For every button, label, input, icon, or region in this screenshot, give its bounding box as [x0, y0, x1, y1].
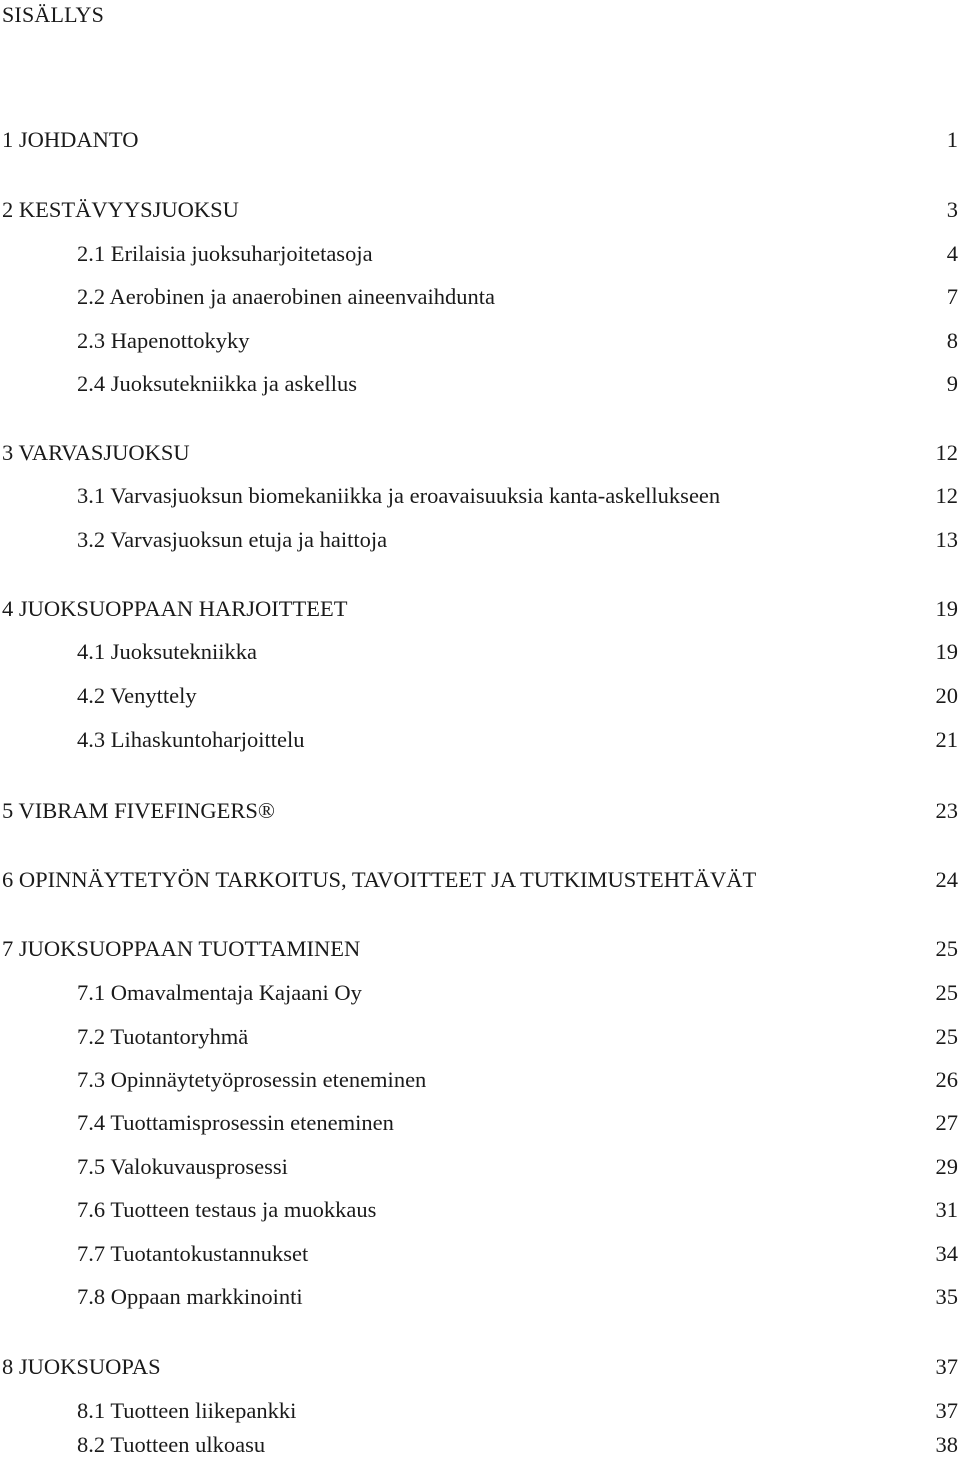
toc-entry-label: 2.2 Aerobinen ja anaerobinen aineenvaihdunta	[77, 284, 495, 309]
toc-entry-label: 7.7 Tuotantokustannukset	[77, 1241, 309, 1266]
toc-entry-page: 27	[935, 1110, 958, 1135]
toc-entry-7-5[interactable]	[0, 1153, 960, 1181]
toc-entry-label: 4 JUOKSUOPPAAN HARJOITTEET	[2, 596, 348, 621]
toc-entry-page: 3	[946, 197, 958, 222]
toc-entry-7-3[interactable]	[0, 1066, 960, 1094]
toc-entry-2-4[interactable]	[0, 370, 960, 398]
toc-entry-7-6[interactable]	[0, 1196, 960, 1224]
toc-entry-page: 24	[935, 867, 958, 892]
toc-entry-label: 2.1 Erilaisia juoksuharjoitetasoja	[77, 241, 373, 266]
toc-entry-8-1[interactable]	[0, 1397, 960, 1425]
toc-entry-4[interactable]	[0, 595, 960, 623]
toc-entry-page: 12	[935, 440, 958, 465]
toc-entry-5[interactable]	[0, 797, 960, 825]
toc-entry-page: 31	[935, 1197, 958, 1222]
toc-entry-2-1[interactable]	[0, 240, 960, 268]
toc-entry-page: 34	[935, 1241, 958, 1266]
toc-entry-label: 8.2 Tuotteen ulkoasu	[77, 1432, 266, 1457]
toc-entry-page: 29	[935, 1154, 958, 1179]
toc-entry-7[interactable]	[0, 935, 960, 963]
toc-entry-label: 7.8 Oppaan markkinointi	[77, 1284, 303, 1309]
toc-entry-page: 1	[946, 127, 958, 152]
toc-entry-7-8[interactable]	[0, 1283, 960, 1311]
toc-entry-label: 7 JUOKSUOPPAAN TUOTTAMINEN	[2, 936, 361, 961]
toc-entry-page: 4	[946, 241, 958, 266]
toc-entry-7-4[interactable]	[0, 1109, 960, 1137]
toc-entry-3-1[interactable]	[0, 482, 960, 510]
toc-entry-page: 25	[935, 980, 958, 1005]
toc-entry-label: 8 JUOKSUOPAS	[2, 1354, 161, 1379]
toc-entry-page: 37	[935, 1398, 958, 1423]
toc-entry-label: 4.1 Juoksutekniikka	[77, 639, 257, 664]
toc-entry-3-2[interactable]	[0, 526, 960, 554]
toc-entry-page: 25	[935, 936, 958, 961]
toc-entry-page: 21	[935, 727, 958, 752]
toc-entry-label: 6 OPINNÄYTETYÖN TARKOITUS, TAVOITTEET JA TUTKIMUSTEHTÄVÄT	[2, 867, 757, 892]
toc-entry-label: 8.1 Tuotteen liikepankki	[77, 1398, 297, 1423]
toc-entry-7-7[interactable]	[0, 1240, 960, 1268]
toc-entry-label: 2.3 Hapenottokyky	[77, 328, 250, 353]
toc-entry-label: 7.1 Omavalmentaja Kajaani Oy	[77, 980, 362, 1005]
toc-entry-page: 13	[935, 527, 958, 552]
toc-entry-label: 7.4 Tuottamisprosessin eteneminen	[77, 1110, 394, 1135]
toc-entry-page: 12	[935, 483, 958, 508]
toc-entry-label: 3.2 Varvasjuoksun etuja ja haittoja	[77, 527, 388, 552]
toc-entry-2-3[interactable]	[0, 327, 960, 355]
toc-title: SISÄLLYS	[2, 2, 105, 27]
toc-entry-label: 2 KESTÄVYYSJUOKSU	[2, 197, 239, 222]
toc-entry-label: 7.6 Tuotteen testaus ja muokkaus	[77, 1197, 377, 1222]
toc-entry-8-2[interactable]	[0, 1431, 960, 1459]
toc-entry-4-1[interactable]	[0, 638, 960, 666]
toc-entry-6[interactable]	[0, 866, 960, 894]
toc-entry-page: 23	[935, 798, 958, 823]
toc-entry-page: 26	[935, 1067, 958, 1092]
toc-entry-4-3[interactable]	[0, 726, 960, 754]
toc-entry-label: 7.3 Opinnäytetyöprosessin eteneminen	[77, 1067, 427, 1092]
toc-entry-label: 3 VARVASJUOKSU	[2, 440, 190, 465]
toc-entry-page: 7	[946, 284, 958, 309]
toc-entry-2-2[interactable]	[0, 283, 960, 311]
toc-entry-page: 37	[935, 1354, 958, 1379]
toc-entry-page: 20	[935, 683, 958, 708]
toc-entry-1[interactable]	[0, 126, 960, 154]
toc-entry-7-1[interactable]	[0, 979, 960, 1007]
toc-entry-label: 2.4 Juoksutekniikka ja askellus	[77, 371, 357, 396]
toc-entry-page: 38	[935, 1432, 958, 1457]
toc-entry-8[interactable]	[0, 1353, 960, 1381]
toc-entry-label: 7.5 Valokuvausprosessi	[77, 1154, 288, 1179]
toc-entry-label: 3.1 Varvasjuoksun biomekaniikka ja eroavaisuuksia kanta-askellukseen	[77, 483, 721, 508]
toc-entry-label: 5 VIBRAM FIVEFINGERS®	[2, 798, 275, 823]
toc-entry-4-2[interactable]	[0, 682, 960, 710]
toc-entry-3[interactable]	[0, 439, 960, 467]
toc-entry-page: 19	[935, 596, 958, 621]
toc-entry-7-2[interactable]	[0, 1023, 960, 1051]
toc-entry-label: 4.3 Lihaskuntoharjoittelu	[77, 727, 305, 752]
toc-entry-2[interactable]	[0, 196, 960, 224]
toc-entry-label: 7.2 Tuotantoryhmä	[77, 1024, 249, 1049]
toc-entry-page: 25	[935, 1024, 958, 1049]
toc-entry-page: 19	[935, 639, 958, 664]
toc-entry-label: 1 JOHDANTO	[2, 127, 139, 152]
toc-entry-page: 8	[946, 328, 958, 353]
toc-entry-label: 4.2 Venyttely	[77, 683, 197, 708]
toc-entry-page: 9	[946, 371, 958, 396]
toc-entry-page: 35	[935, 1284, 958, 1309]
